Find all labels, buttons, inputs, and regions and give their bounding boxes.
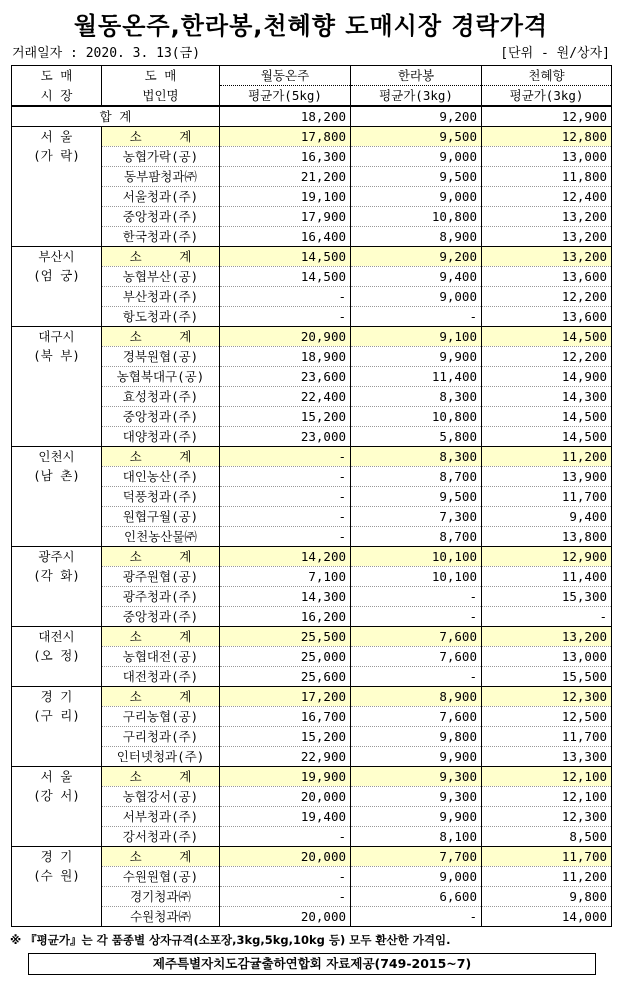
price-cell: 12,200 [482,347,612,367]
price-cell: 7,100 [220,567,351,587]
price-cell: 12,300 [482,687,612,707]
trade-date: 거래일자 : 2020. 3. 13(금) [12,46,201,61]
corp-name: 인천농산물㈜ [102,527,220,547]
price-cell: 13,200 [482,207,612,227]
table-row [12,167,612,187]
table-row [12,727,612,747]
price-cell: 12,100 [482,767,612,787]
table-row [12,267,612,287]
price-cell: - [351,307,482,327]
price-cell: 8,900 [351,687,482,707]
region-label: 대전시 [38,629,75,644]
table-row [12,367,612,387]
header-region-bottom: 시 장 [12,86,102,107]
price-cell: 8,700 [351,467,482,487]
price-cell: 7,600 [351,707,482,727]
table-row [12,347,612,367]
price-cell: - [220,467,351,487]
subtotal-label: 소 계 [102,687,220,707]
price-cell: 14,300 [482,387,612,407]
corp-name: 부산청과(주) [102,287,220,307]
price-cell: - [482,607,612,627]
region-label: (각 화) [33,568,80,583]
table-row [12,527,612,547]
price-cell: 7,600 [351,647,482,667]
price-cell: 7,600 [351,627,482,647]
price-cell: - [220,887,351,907]
subtotal-row [12,847,612,867]
price-cell: 12,800 [482,127,612,147]
price-cell: 8,700 [351,527,482,547]
table-row [12,587,612,607]
region-label: (오 정) [33,648,80,663]
region-label: 광주시 [38,549,75,564]
unit-label: [단위 - 원/상자] [500,46,610,61]
price-cell: 10,100 [351,567,482,587]
price-cell: 9,900 [351,807,482,827]
price-cell: 13,200 [482,627,612,647]
price-cell: - [351,667,482,687]
header-region-top: 도 매 [12,66,102,86]
table-row [12,827,612,847]
subtotal-row [12,547,612,567]
price-cell: 13,200 [482,227,612,247]
region-label: (남 촌) [33,468,80,483]
price-cell: - [220,287,351,307]
price-cell: 12,300 [482,807,612,827]
corp-name: 중앙청과(주) [102,207,220,227]
price-cell: 16,700 [220,707,351,727]
price-cell: 15,500 [482,667,612,687]
corp-name: 동부팜청과㈜ [102,167,220,187]
table-row [12,907,612,927]
corp-name: 서울청과(주) [102,187,220,207]
corp-name: 한국청과(주) [102,227,220,247]
price-cell: 14,000 [482,907,612,927]
footnote: ※ 『평균가』는 각 품종별 상자규격(소포장,3kg,5kg,10kg 등) 모두 환산한 가격임. [10,933,451,947]
price-cell: 21,200 [220,167,351,187]
corp-name: 농협북대구(공) [102,367,220,387]
table-row [12,387,612,407]
header-col2-unit: 평균가(3kg) [351,86,482,107]
corp-name: 덕풍청과(주) [102,487,220,507]
price-cell: 10,800 [351,207,482,227]
price-cell: 11,700 [482,487,612,507]
price-table [11,65,612,927]
price-cell: - [351,607,482,627]
price-cell: 8,300 [351,387,482,407]
price-cell: 13,200 [482,247,612,267]
subtotal-row [12,687,612,707]
price-cell: 16,400 [220,227,351,247]
price-cell: 7,700 [351,847,482,867]
price-cell: 14,900 [482,367,612,387]
corp-name: 농협대전(공) [102,647,220,667]
price-cell: 10,100 [351,547,482,567]
price-cell: 9,300 [351,767,482,787]
table-row [12,667,612,687]
corp-name: 농협부산(공) [102,267,220,287]
region-cell [12,547,102,627]
subtotal-label: 소 계 [102,247,220,267]
table-body [12,106,612,927]
region-cell [12,627,102,687]
price-cell: 12,100 [482,787,612,807]
corp-name: 경기청과㈜ [102,887,220,907]
price-cell: 17,200 [220,687,351,707]
region-label: 경 기 [40,849,73,864]
corp-name: 대양청과(주) [102,427,220,447]
price-cell: 13,000 [482,147,612,167]
corp-name: 구리청과(주) [102,727,220,747]
header-corp-bottom: 법인명 [102,86,220,107]
price-cell: 9,100 [351,327,482,347]
price-cell: 23,000 [220,427,351,447]
region-label: 경 기 [40,689,73,704]
table-row [12,887,612,907]
price-cell: 14,500 [482,327,612,347]
meta-line [12,42,610,60]
price-cell: - [220,307,351,327]
region-cell [12,687,102,767]
price-cell: 9,900 [351,747,482,767]
region-cell [12,767,102,847]
region-label: 서 울 [40,129,73,144]
price-cell: 5,800 [351,427,482,447]
price-cell: 23,600 [220,367,351,387]
price-cell: 14,500 [220,267,351,287]
price-cell: 8,900 [351,227,482,247]
region-label: (구 리) [33,708,80,723]
subtotal-label: 소 계 [102,767,220,787]
price-cell: - [220,507,351,527]
corp-name: 농협가락(공) [102,147,220,167]
price-cell: 15,200 [220,407,351,427]
corp-name: 강서청과(주) [102,827,220,847]
total-label: 합 계 [12,106,220,127]
price-cell: 11,800 [482,167,612,187]
price-cell: 11,200 [482,867,612,887]
subtotal-label: 소 계 [102,327,220,347]
price-cell: 16,200 [220,607,351,627]
subtotal-label: 소 계 [102,847,220,867]
subtotal-row [12,327,612,347]
price-cell: 20,000 [220,787,351,807]
corp-name: 중앙청과(주) [102,607,220,627]
subtotal-label: 소 계 [102,127,220,147]
header-col3-unit: 평균가(3kg) [482,86,612,107]
price-cell: 9,400 [351,267,482,287]
price-cell: 9,000 [351,867,482,887]
table-row [12,187,612,207]
price-cell: 9,800 [351,727,482,747]
price-cell: 12,400 [482,187,612,207]
subtotal-label: 소 계 [102,627,220,647]
region-label: (가 락) [33,148,80,163]
table-row [12,787,612,807]
subtotal-label: 소 계 [102,547,220,567]
region-label: (엄 궁) [33,268,80,283]
price-cell: 9,500 [351,487,482,507]
region-label: 대구시 [38,329,75,344]
region-label: (북 부) [33,348,80,363]
table-row [12,567,612,587]
table-row [12,467,612,487]
corp-name: 광주원협(공) [102,567,220,587]
total-value: 18,200 [220,106,351,127]
subtotal-row [12,447,612,467]
header-col3: 천혜향 [482,66,612,86]
price-cell: 15,300 [482,587,612,607]
table-row [12,227,612,247]
price-cell: 13,000 [482,647,612,667]
total-row [12,106,612,127]
region-label: (강 서) [33,788,80,803]
corp-name: 중앙청과(주) [102,407,220,427]
table-row [12,287,612,307]
price-cell: 17,800 [220,127,351,147]
table-row [12,647,612,667]
price-cell: 14,200 [220,547,351,567]
price-cell: 6,600 [351,887,482,907]
region-cell [12,247,102,327]
corp-name: 효성청과(주) [102,387,220,407]
price-cell: 9,000 [351,147,482,167]
region-cell [12,327,102,447]
price-cell: 8,100 [351,827,482,847]
price-cell: 12,500 [482,707,612,727]
price-cell: 11,200 [482,447,612,467]
header-col1: 월동온주 [220,66,351,86]
total-value: 9,200 [351,106,482,127]
price-cell: - [351,587,482,607]
price-cell: 7,300 [351,507,482,527]
price-cell: 9,400 [482,507,612,527]
price-cell: - [220,487,351,507]
price-cell: 12,900 [482,547,612,567]
price-cell: 16,300 [220,147,351,167]
price-cell: 9,300 [351,787,482,807]
table-row [12,407,612,427]
corp-name: 서부청과(주) [102,807,220,827]
price-cell: 13,600 [482,307,612,327]
table-row [12,807,612,827]
table-row [12,747,612,767]
header-corp-top: 도 매 [102,66,220,86]
price-cell: 9,000 [351,287,482,307]
price-cell: 19,400 [220,807,351,827]
subtotal-row [12,767,612,787]
table-row [12,427,612,447]
price-cell: 25,600 [220,667,351,687]
region-label: 서 울 [40,769,73,784]
region-label: (수 원) [33,868,80,883]
price-cell: 9,900 [351,347,482,367]
corp-name: 농협강서(공) [102,787,220,807]
source-credit: 제주특별자치도감귤출하연합회 자료제공(749-2015~7) [28,953,596,975]
price-cell: 19,900 [220,767,351,787]
header-col1-unit: 평균가(5kg) [220,86,351,107]
price-cell: 9,000 [351,187,482,207]
table-row [12,147,612,167]
price-cell: 12,200 [482,287,612,307]
table-row [12,307,612,327]
region-label: 인천시 [38,449,75,464]
price-cell: 14,500 [220,247,351,267]
price-cell: 20,900 [220,327,351,347]
region-cell [12,127,102,247]
price-cell: 22,400 [220,387,351,407]
header-col2: 한라봉 [351,66,482,86]
price-cell: 11,400 [351,367,482,387]
region-label: 부산시 [38,249,75,264]
price-cell: 17,900 [220,207,351,227]
price-cell: 13,900 [482,467,612,487]
price-cell: - [220,447,351,467]
table-row [12,207,612,227]
corp-name: 대인농산(주) [102,467,220,487]
price-cell: - [220,867,351,887]
price-cell: - [220,527,351,547]
subtotal-row [12,127,612,147]
page-title: 월동온주,한라봉,천혜향 도매시장 경락가격 [73,12,549,40]
table-row [12,487,612,507]
corp-name: 구리농협(공) [102,707,220,727]
region-cell [12,847,102,927]
price-cell: 20,000 [220,907,351,927]
price-cell: 9,500 [351,127,482,147]
price-cell: 11,700 [482,847,612,867]
price-cell: 13,600 [482,267,612,287]
price-cell: 25,500 [220,627,351,647]
corp-name: 수원원협(공) [102,867,220,887]
corp-name: 항도청과(주) [102,307,220,327]
price-cell: 14,500 [482,407,612,427]
table-row [12,707,612,727]
price-cell: 11,400 [482,567,612,587]
price-cell: 13,300 [482,747,612,767]
price-cell: - [220,827,351,847]
subtotal-row [12,627,612,647]
price-cell: 9,800 [482,887,612,907]
price-cell: 8,500 [482,827,612,847]
price-cell: 13,800 [482,527,612,547]
corp-name: 광주청과(주) [102,587,220,607]
table-row [12,867,612,887]
price-cell: 11,700 [482,727,612,747]
price-cell: 10,800 [351,407,482,427]
table-row [12,607,612,627]
price-cell: 9,500 [351,167,482,187]
corp-name: 원협구월(공) [102,507,220,527]
price-cell: 15,200 [220,727,351,747]
corp-name: 수원청과㈜ [102,907,220,927]
price-cell: 14,300 [220,587,351,607]
corp-name: 인터넷청과(주) [102,747,220,767]
price-cell: 14,500 [482,427,612,447]
price-cell: 25,000 [220,647,351,667]
price-cell: 19,100 [220,187,351,207]
price-cell: 8,300 [351,447,482,467]
price-cell: 20,000 [220,847,351,867]
price-cell: 18,900 [220,347,351,367]
price-cell: - [351,907,482,927]
corp-name: 대전청과(주) [102,667,220,687]
subtotal-label: 소 계 [102,447,220,467]
region-cell [12,447,102,547]
subtotal-row [12,247,612,267]
table-row [12,507,612,527]
total-value: 12,900 [482,106,612,127]
corp-name: 경북원협(공) [102,347,220,367]
price-cell: 22,900 [220,747,351,767]
price-cell: 9,200 [351,247,482,267]
